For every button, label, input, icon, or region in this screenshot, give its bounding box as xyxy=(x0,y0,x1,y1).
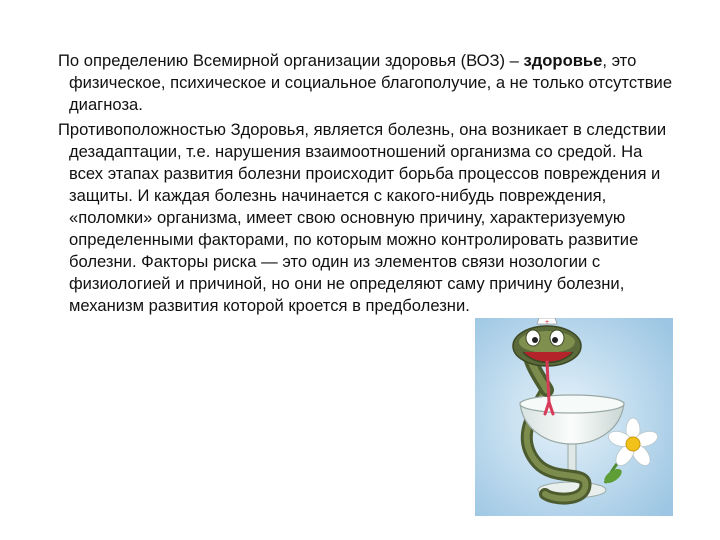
paragraph-1-tail: , это физическое, психическое и социальное благополучие, а не только отсутствие диагноза. xyxy=(69,51,673,114)
paragraph-who-definition xyxy=(58,50,678,116)
paragraph-disease: Противоположностью Здоровья, является болезнь, она возникает в следствии дезадаптации, т.е. нарушения взаимоотношений организма со средой. На всех этапах развития болезни происходит борьба процессов повреждения и защиты. И каждая болезнь начинается с какого-нибудь повреждения, «поломки» организма, имеет свою основную причину, характеризуемую определенными факторами, по которым можно контролировать развитие болезни. Факторы риска — это один из элементов связи нозологии с физиологией и причиной, но они не определяют саму причину болезни, механизм развития которой кроется в предболезни. xyxy=(58,120,667,315)
health-term: здоровье xyxy=(523,51,603,70)
text-block xyxy=(58,50,678,320)
svg-text:+: + xyxy=(544,319,550,326)
snake-bowl-icon xyxy=(475,318,673,516)
snake-bowl-illustration xyxy=(475,318,673,516)
paragraph-1-lead: По определению Всемирной организации здоровья (ВОЗ) – xyxy=(58,51,524,70)
